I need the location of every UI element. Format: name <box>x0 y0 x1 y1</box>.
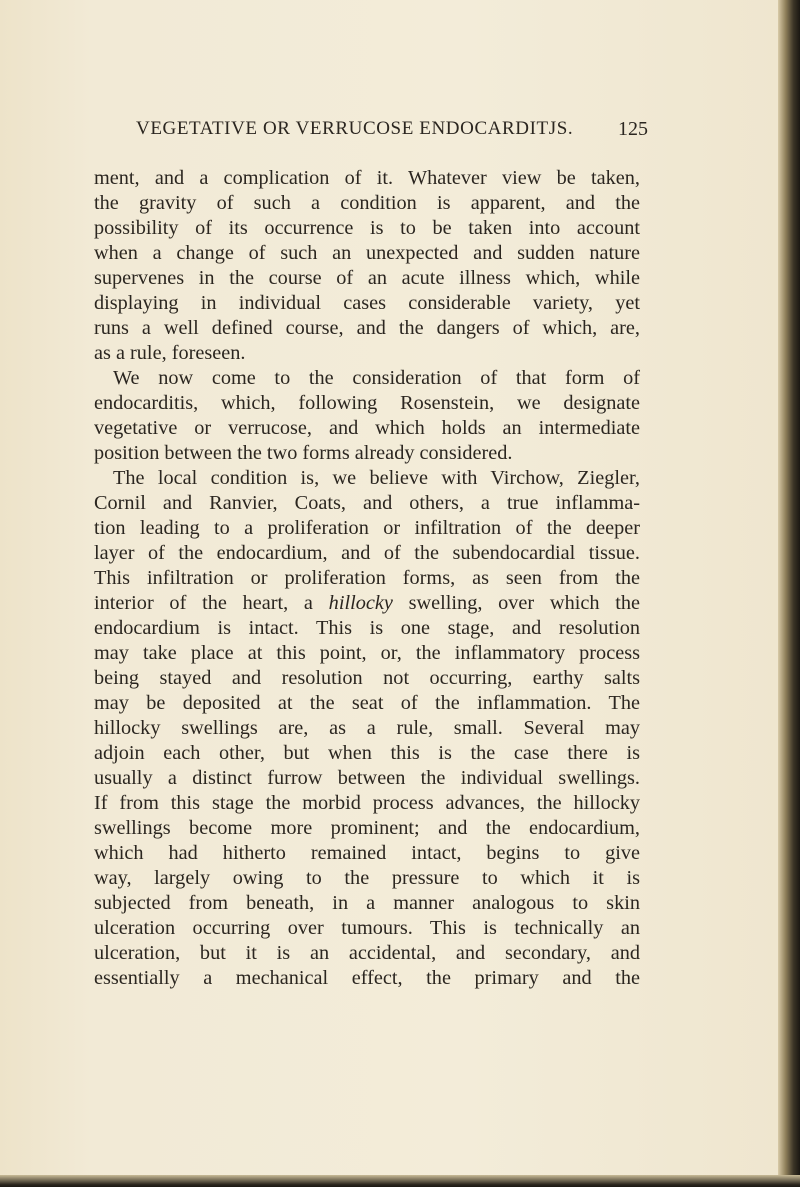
page-right-edge <box>778 0 800 1187</box>
running-head: VEGETATIVE OR VERRUCOSE ENDOCARDITJS. <box>136 118 574 139</box>
text-line: ulceration, but it is an accidental, and secondary, and <box>94 942 640 964</box>
text-line: possibility of its occurrence is to be taken into account <box>94 217 640 239</box>
italic-word: hillocky <box>328 592 393 614</box>
page-bottom-edge <box>0 1175 800 1187</box>
text-line: adjoin each other, but when this is the case there is <box>94 742 640 764</box>
text-line: may be deposited at the seat of the inflammation. The <box>94 692 640 714</box>
text-line: ment, and a complication of it. Whatever view be taken, <box>94 167 640 189</box>
text-line: which had hitherto remained intact, begins to give <box>94 842 640 864</box>
text-line: The local condition is, we believe with Virchow, Ziegler, <box>113 467 640 489</box>
text-segment: swelling, over which the <box>392 592 640 614</box>
text-line: displaying in individual cases considerable variety, yet <box>94 292 640 314</box>
text-line: when a change of such an unexpected and sudden nature <box>94 242 640 264</box>
text-segment: interior of the heart, a <box>94 592 329 614</box>
text-line: endocarditis, which, following Rosenstein, we designate <box>94 392 640 414</box>
text-line: usually a distinct furrow between the individual swellings. <box>94 767 640 789</box>
text-line: This infiltration or proliferation forms, as seen from the <box>94 567 640 589</box>
text-line: tion leading to a proliferation or infiltration of the deeper <box>94 517 640 539</box>
text-line: endocardium is intact. This is one stage, and resolution <box>94 617 640 639</box>
text-line: vegetative or verrucose, and which holds an intermediate <box>94 417 640 439</box>
text-line: subjected from beneath, in a manner analogous to skin <box>94 892 640 914</box>
text-line: being stayed and resolution not occurring, earthy salts <box>94 667 640 689</box>
text-line: hillocky swellings are, as a rule, small. Several may <box>94 717 640 739</box>
page-number: 125 <box>618 118 648 140</box>
text-line: runs a well defined course, and the dangers of which, are, <box>94 317 640 339</box>
text-line: supervenes in the course of an acute illness which, while <box>94 267 640 289</box>
text-line <box>94 591 640 616</box>
text-line: We now come to the consideration of that form of <box>113 367 640 389</box>
text-line: essentially a mechanical effect, the primary and the <box>94 967 640 989</box>
text-line: swellings become more prominent; and the endocardium, <box>94 817 640 839</box>
text-line: as a rule, foreseen. <box>94 342 246 364</box>
text-line: If from this stage the morbid process advances, the hillocky <box>94 792 640 814</box>
text-line: layer of the endocardium, and of the subendocardial tissue. <box>94 542 640 564</box>
text-line: the gravity of such a condition is apparent, and the <box>94 192 640 214</box>
text-line: position between the two forms already considered. <box>94 442 513 464</box>
page-header <box>0 118 778 146</box>
text-line: Cornil and Ranvier, Coats, and others, a true inflamma- <box>94 492 640 514</box>
text-line: may take place at this point, or, the inflammatory process <box>94 642 640 664</box>
text-line: way, largely owing to the pressure to which it is <box>94 867 640 889</box>
text-line: ulceration occurring over tumours. This is technically an <box>94 917 640 939</box>
body-text <box>94 166 640 991</box>
